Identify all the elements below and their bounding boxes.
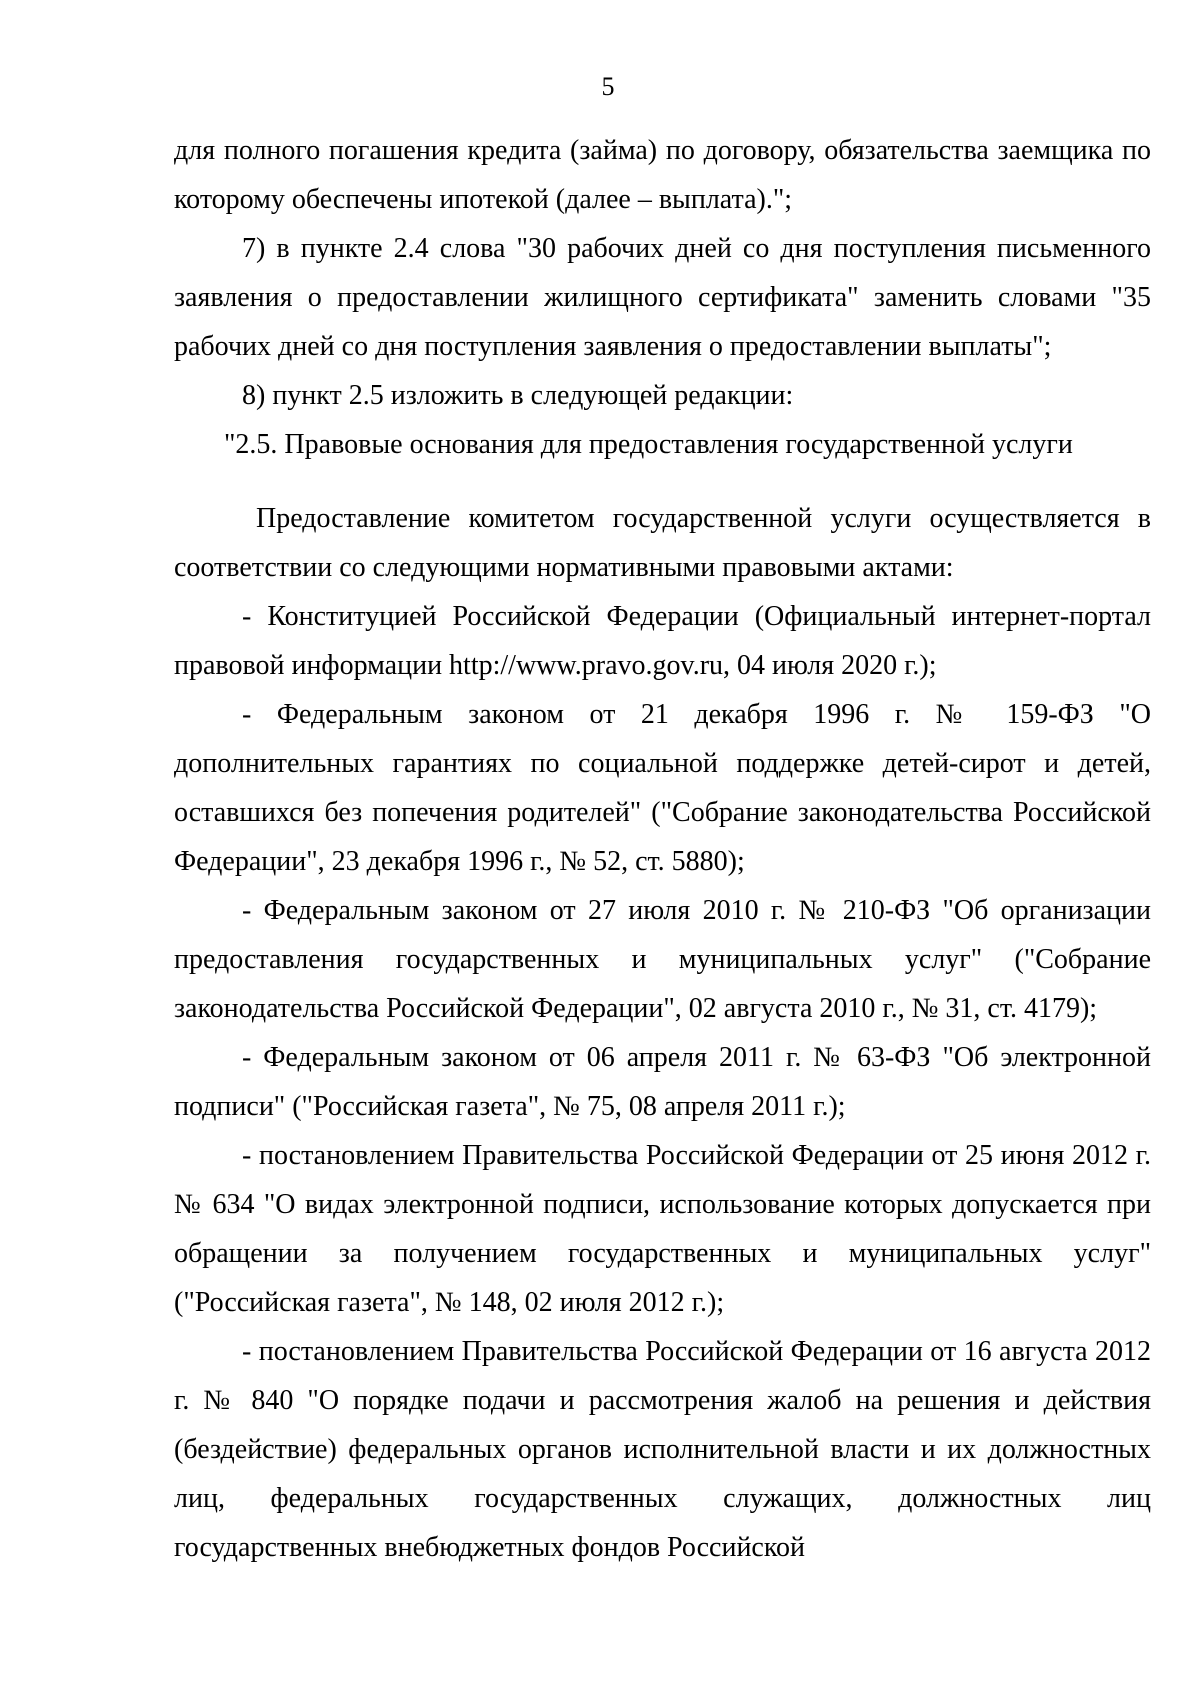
list-item-constitution: - Конституцией Российской Федерации (Официальный интернет-портал правовой информации http://www.pravo.gov.ru, 04 июля 2020 г.); [174, 601, 1151, 681]
paragraph-item-8: 8) пункт 2.5 изложить в следующей редакции: [242, 380, 794, 411]
list-item-resolution-634: - постановлением Правительства Российской Федерации от 25 июня 2012 г. № 634 "О видах электронной подписи, использование которых допускается при обращении за получением государственных и муниципальных услуг" ("Российская газета", № 148, 02 июля 2012 г.); [174, 1140, 1151, 1318]
paragraph-intro: Предоставление комитетом государственной услуги осуществляется в соответствии со следующими нормативными правовыми актами: [174, 503, 1151, 583]
list-item-law-159: - Федеральным законом от 21 декабря 1996 г. № 159-ФЗ "О дополнительных гарантиях по социальной поддержке детей-сирот и детей, оставшихся без попечения родителей" ("Собрание законодательства Российской Федерации", 23 декабря 1996 г., № 52, ст. 5880); [174, 699, 1151, 877]
page-number: 5 [601, 72, 615, 101]
section-heading: "2.5. Правовые основания для предоставления государственной услуги [224, 429, 1073, 460]
paragraph-continuation: для полного погашения кредита (займа) по договору, обязательства заемщика по которому обеспечены ипотекой (далее – выплата)."; [174, 135, 1151, 215]
list-item-law-63: - Федеральным законом от 06 апреля 2011 г. № 63-ФЗ "Об электронной подписи" ("Российская газета", № 75, 08 апреля 2011 г.); [174, 1042, 1151, 1122]
list-item-law-210: - Федеральным законом от 27 июля 2010 г. № 210-ФЗ "Об организации предоставления государственных и муниципальных услуг" ("Собрание законодательства Российской Федерации", 02 августа 2010 г., № 31, ст. 4179); [174, 895, 1151, 1024]
paragraph-item-7: 7) в пункте 2.4 слова "30 рабочих дней со дня поступления письменного заявления о предоставлении жилищного сертификата" заменить словами "35 рабочих дней со дня поступления заявления о предоставлении выплаты"; [174, 233, 1151, 362]
list-item-resolution-840: - постановлением Правительства Российской Федерации от 16 августа 2012 г. № 840 "О порядке подачи и рассмотрения жалоб на решения и действия (бездействие) федеральных органов исполнительной власти и их должностных лиц, федеральных государственных служащих, должностных лиц государственных внебюджетных фондов Российской [174, 1336, 1151, 1563]
document-body [174, 126, 1151, 1572]
